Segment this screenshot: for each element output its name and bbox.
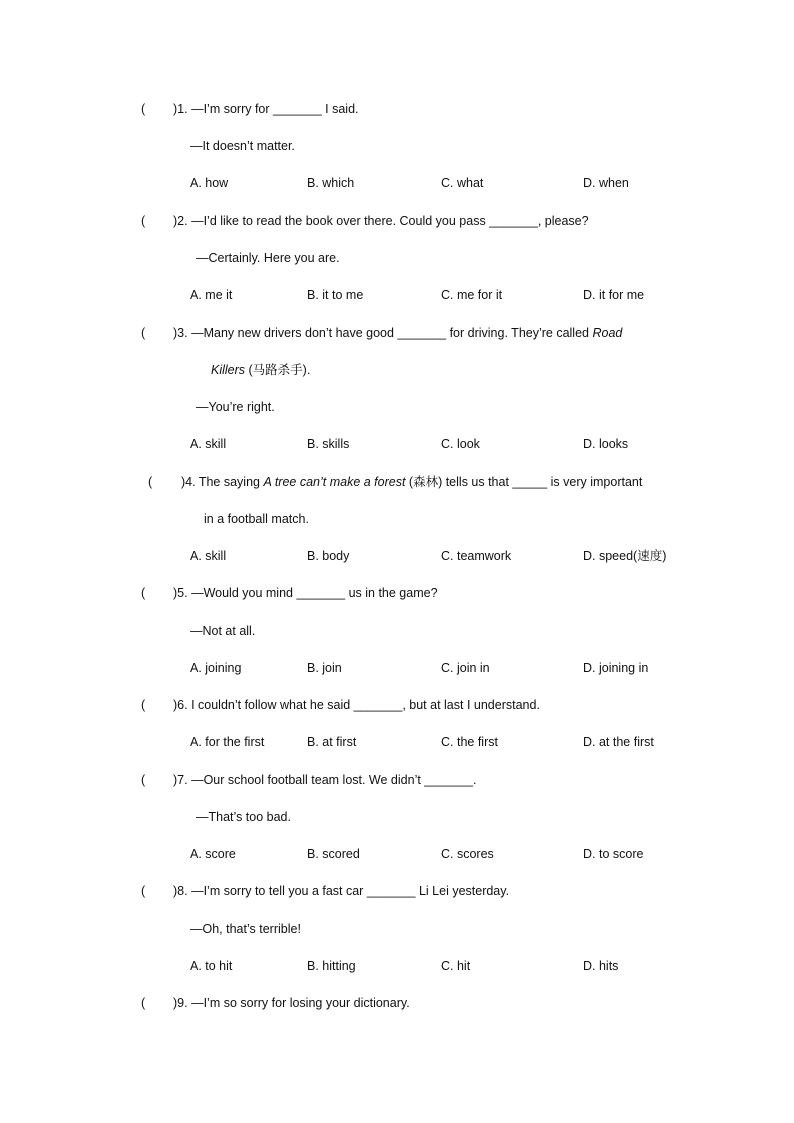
option-d[interactable]: D. looks: [583, 437, 629, 451]
option-b[interactable]: B. body: [307, 549, 350, 563]
option-a[interactable]: A. joining: [190, 661, 242, 675]
question-8-reply: —Oh, that’s terrible!: [190, 922, 301, 936]
question-7-stem: [173, 772, 476, 788]
answer-bracket[interactable]: (: [141, 773, 146, 787]
question-8-stem: [173, 883, 509, 899]
option-c[interactable]: C. what: [441, 176, 484, 190]
question-4-stem: [181, 474, 642, 490]
answer-bracket[interactable]: (: [141, 884, 146, 898]
answer-bracket[interactable]: (: [141, 326, 146, 340]
question-text: —I’m sorry for _______ I said.: [191, 102, 359, 116]
question-1-reply: —It doesn’t matter.: [190, 139, 295, 153]
option-d[interactable]: D. when: [583, 176, 629, 190]
question-term: Road: [592, 326, 623, 340]
question-number: )2.: [173, 214, 188, 228]
question-text: —Would you mind _______ us in the game?: [191, 586, 438, 600]
answer-bracket[interactable]: (: [141, 586, 146, 600]
option-b[interactable]: B. at first: [307, 735, 357, 749]
option-c[interactable]: C. join in: [441, 661, 490, 675]
option-d[interactable]: D. to score: [583, 847, 644, 861]
question-number: )7.: [173, 773, 188, 787]
question-term: A tree can’t make a forest: [263, 475, 406, 489]
option-d[interactable]: D. speed(速度): [583, 549, 667, 563]
question-text: I couldn’t follow what he said _______, but at last I understand.: [191, 698, 540, 712]
question-3-stem: [173, 325, 622, 341]
option-a[interactable]: A. me it: [190, 288, 233, 302]
option-c[interactable]: C. the first: [441, 735, 498, 749]
question-number: )8.: [173, 884, 188, 898]
question-1-stem: [173, 101, 359, 117]
question-6-stem: [173, 697, 540, 713]
option-a[interactable]: A. for the first: [190, 735, 265, 749]
option-b[interactable]: B. it to me: [307, 288, 364, 302]
answer-bracket[interactable]: (: [141, 698, 146, 712]
option-a[interactable]: A. how: [190, 176, 229, 190]
option-c[interactable]: C. teamwork: [441, 549, 512, 563]
question-number: )6.: [173, 698, 188, 712]
question-number: )5.: [173, 586, 188, 600]
answer-bracket[interactable]: (: [148, 475, 153, 489]
answer-bracket[interactable]: (: [141, 214, 146, 228]
question-3-reply: —You’re right.: [196, 400, 275, 414]
question-9-stem: [173, 995, 410, 1011]
question-text: —Many new drivers don’t have good _______ for driving. They’re called: [191, 326, 593, 340]
option-a[interactable]: A. skill: [190, 549, 227, 563]
question-number: )1.: [173, 102, 188, 116]
question-text: (马路杀手).: [245, 363, 311, 377]
option-c[interactable]: C. scores: [441, 847, 494, 861]
question-number: )9.: [173, 996, 188, 1010]
question-2-reply: —Certainly. Here you are.: [196, 251, 340, 265]
option-b[interactable]: B. scored: [307, 847, 360, 861]
option-d[interactable]: D. joining in: [583, 661, 649, 675]
option-b[interactable]: B. which: [307, 176, 355, 190]
option-d[interactable]: D. at the first: [583, 735, 654, 749]
option-a[interactable]: A. score: [190, 847, 236, 861]
question-5-reply: —Not at all.: [190, 624, 256, 638]
question-4-stem-cont: in a football match.: [204, 512, 309, 526]
option-b[interactable]: B. join: [307, 661, 342, 675]
question-text: (森林) tells us that _____ is very important: [405, 475, 643, 489]
option-c[interactable]: C. look: [441, 437, 480, 451]
answer-bracket[interactable]: (: [141, 996, 146, 1010]
option-c[interactable]: C. hit: [441, 959, 471, 973]
option-d[interactable]: D. it for me: [583, 288, 645, 302]
option-a[interactable]: A. to hit: [190, 959, 233, 973]
question-term: Killers: [211, 363, 246, 377]
question-2-stem: [173, 213, 589, 229]
question-5-stem: [173, 585, 438, 601]
question-number: )4.: [181, 475, 196, 489]
option-b[interactable]: B. skills: [307, 437, 350, 451]
answer-bracket[interactable]: (: [141, 102, 146, 116]
question-text: —I’m sorry to tell you a fast car _______ Li Lei yesterday.: [191, 884, 510, 898]
option-b[interactable]: B. hitting: [307, 959, 356, 973]
option-c[interactable]: C. me for it: [441, 288, 503, 302]
question-text: —I’d like to read the book over there. Could you pass _______, please?: [191, 214, 589, 228]
question-text: The saying: [198, 475, 264, 489]
question-7-reply: —That’s too bad.: [196, 810, 291, 824]
question-text: —I’m so sorry for losing your dictionary.: [191, 996, 410, 1010]
question-text: —Our school football team lost. We didn’t _______.: [191, 773, 477, 787]
question-number: )3.: [173, 326, 188, 340]
question-3-stem-cont: [211, 362, 310, 378]
option-a[interactable]: A. skill: [190, 437, 227, 451]
option-d[interactable]: D. hits: [583, 959, 619, 973]
